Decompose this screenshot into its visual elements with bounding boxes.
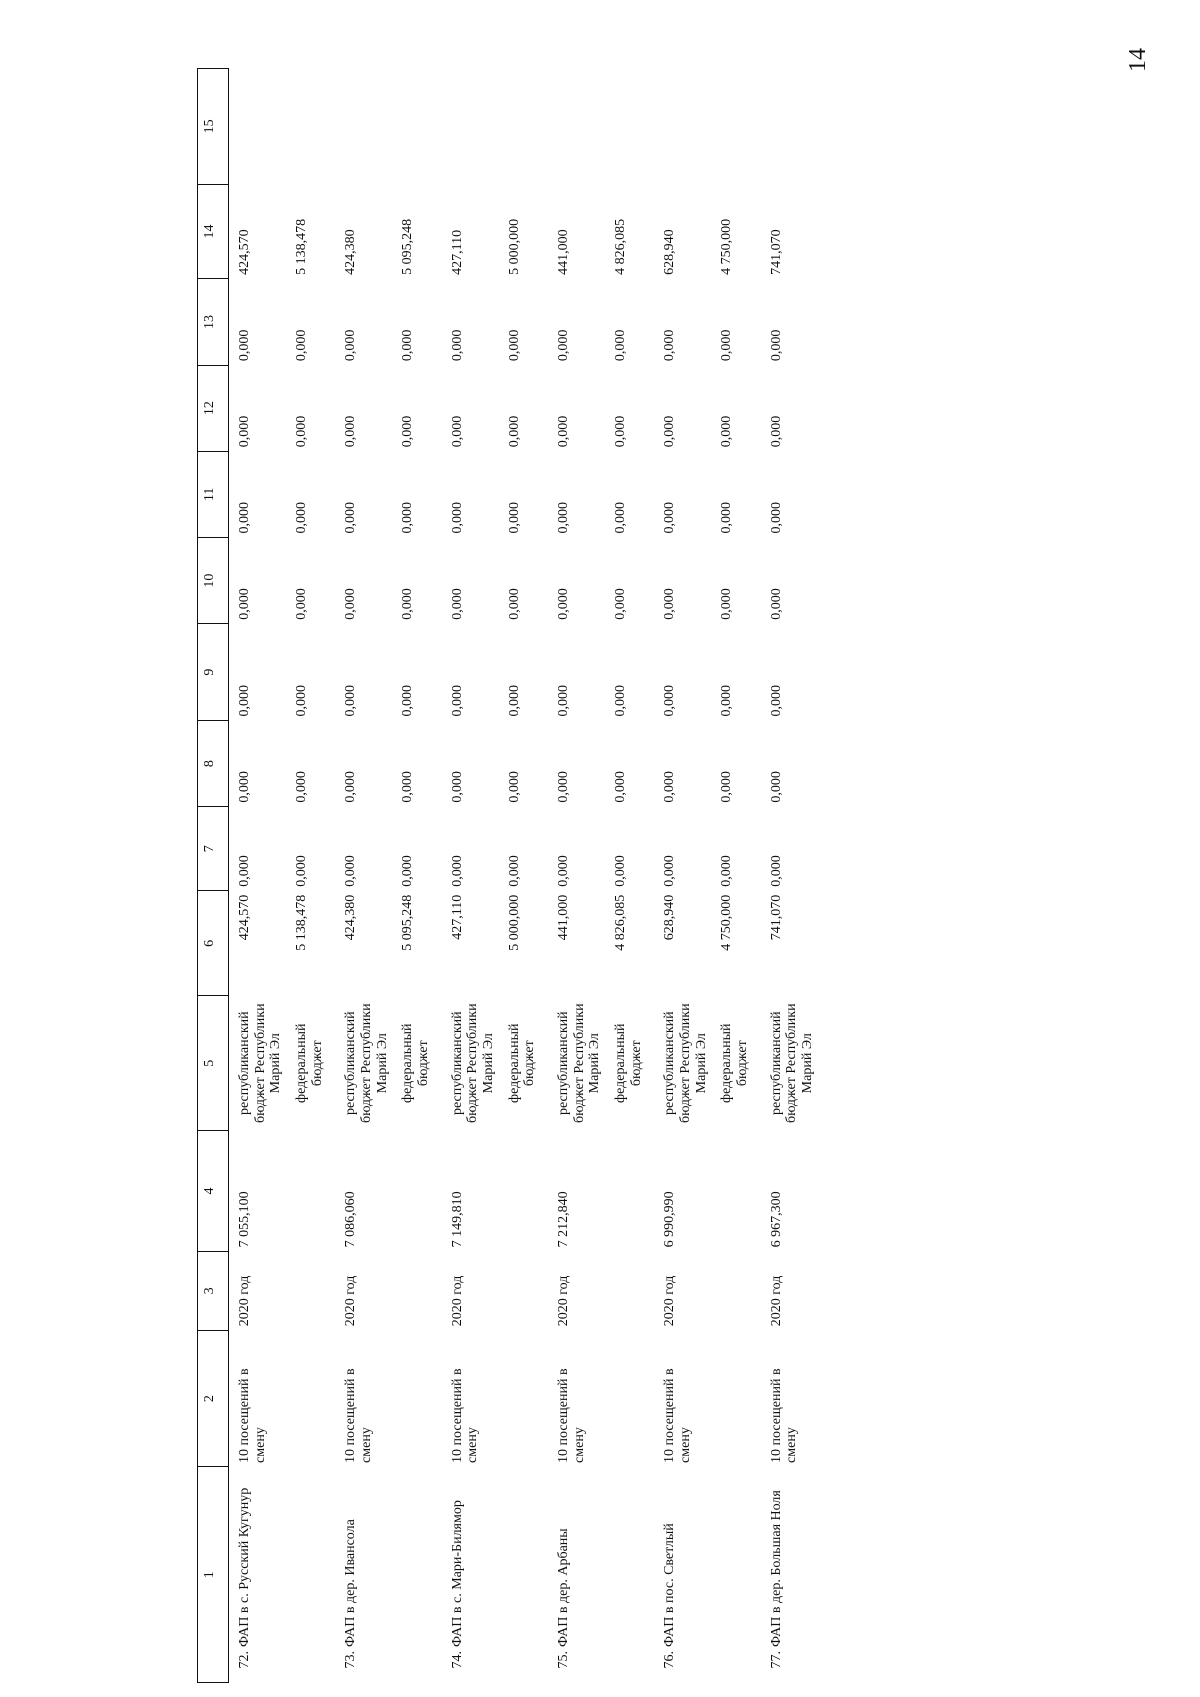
table-header (198, 69, 229, 1683)
capacity-cell: 10 посещений в смену (343, 1368, 375, 1463)
amount-cell-8: 0,000 (613, 855, 629, 887)
object-name-cell (609, 1467, 654, 1683)
amount-cell-14: 0,000 (294, 329, 310, 362)
amount-cell-10: 0,000 (400, 684, 416, 717)
object-name-cell (761, 1467, 822, 1683)
amount-cell-15: 5 000,000 (506, 218, 522, 275)
amount-cell-11: 0,000 (662, 588, 678, 620)
amount-cell-9: 0,000 (343, 771, 359, 803)
amount-cell-11: 0,000 (556, 588, 572, 620)
cost-cell: 7 086,060 (343, 1191, 359, 1248)
funding-source-cell: республиканский бюджет Республики Марий Эл (768, 1003, 816, 1123)
amount-cell-15: 5 095,248 (400, 218, 416, 275)
amount-cell-11: 0,000 (719, 588, 735, 620)
column-header-3: 3 (198, 1251, 229, 1330)
amount-cell-8: 0,000 (237, 855, 252, 887)
object-name: ФАП в с. Русский Кугунур (237, 1487, 252, 1647)
amount-cell-11: 0,000 (613, 588, 629, 620)
amount-cell-10: 0,000 (768, 684, 784, 717)
amount-cell-14: 0,000 (449, 329, 465, 362)
object-name-cell (229, 1467, 291, 1683)
amount-cell-10: 0,000 (613, 684, 629, 717)
amount-cell-7: 4 826,085 (613, 894, 629, 951)
amount-cell-15: 441,000 (556, 229, 572, 275)
amount-cell-13: 0,000 (662, 415, 678, 448)
amount-cell-13: 0,000 (556, 415, 572, 448)
amount-cell-9: 0,000 (237, 771, 252, 803)
amount-cell-13: 0,000 (449, 415, 465, 448)
amount-cell-8: 0,000 (662, 855, 678, 887)
column-header-7: 7 (198, 807, 229, 891)
object-name-cell (290, 1467, 335, 1683)
column-header-15: 15 (198, 69, 229, 185)
object-name-cell (715, 1467, 760, 1683)
amount-cell-8: 0,000 (719, 855, 735, 887)
amount-cell-11: 0,000 (768, 588, 784, 620)
amount-cell-7: 427,110 (449, 894, 465, 940)
table-row (503, 69, 548, 1683)
funding-source-cell: республиканский бюджет Республики Марий Эл (662, 1003, 709, 1123)
capacity-cell (503, 1330, 548, 1467)
table-row (654, 69, 715, 1683)
funding-source-cell: республиканский бюджет Республики Марий Эл (237, 1003, 284, 1123)
table-body (229, 69, 822, 1683)
capacity-cell (609, 1330, 654, 1467)
amount-cell-9: 0,000 (400, 771, 416, 803)
amount-cell-7: 5 095,248 (400, 894, 416, 951)
amount-cell-12: 0,000 (662, 502, 678, 534)
object-name-cell (335, 1467, 396, 1683)
amount-cell-12: 0,000 (400, 502, 416, 534)
cost-cell (503, 1131, 548, 1252)
amount-cell-10: 0,000 (556, 684, 572, 717)
object-name-cell (654, 1467, 715, 1683)
column-header-4: 4 (198, 1131, 229, 1252)
amount-cell-11: 0,000 (237, 588, 252, 620)
row-number: 74. (449, 1651, 465, 1669)
year-cell (609, 1251, 654, 1330)
amount-cell-12: 0,000 (237, 502, 252, 534)
amount-cell-9: 0,000 (719, 771, 735, 803)
amount-cell-7: 424,570 (237, 894, 252, 941)
object-name: ФАП в с. Мари-Билямор (449, 1500, 465, 1647)
amount-cell-7: 5 138,478 (294, 894, 310, 951)
amount-cell-12: 0,000 (768, 502, 784, 534)
cost-cell (290, 1131, 335, 1252)
amount-cell-7: 441,000 (556, 894, 572, 941)
year-cell: 2020 год (449, 1275, 465, 1327)
amount-cell-15: 424,570 (237, 229, 252, 275)
amount-cell-8: 0,000 (294, 855, 310, 887)
amount-cell-15: 4 750,000 (719, 218, 735, 275)
amount-cell-15: 5 138,478 (294, 218, 310, 275)
table-row (290, 69, 335, 1683)
amount-cell-8: 0,000 (768, 855, 784, 887)
row-number: 73. (343, 1651, 359, 1669)
funding-source-cell: республиканский бюджет Республики Марий Эл (343, 1003, 390, 1123)
amount-cell-10: 0,000 (662, 684, 678, 717)
table-row (442, 69, 503, 1683)
amount-cell-13: 0,000 (768, 415, 784, 448)
amount-cell-13: 0,000 (506, 415, 522, 448)
amount-cell-15: 741,070 (768, 229, 784, 275)
column-header-2: 2 (198, 1330, 229, 1467)
amount-cell-13: 0,000 (294, 415, 310, 448)
table-row (715, 69, 760, 1683)
funding-source-cell: федеральный бюджет (294, 1023, 325, 1103)
cost-cell: 7 055,100 (237, 1191, 252, 1248)
amount-cell-14: 0,000 (662, 329, 678, 362)
table-row (396, 69, 441, 1683)
cost-cell: 6 967,300 (768, 1191, 784, 1248)
funding-source-cell: республиканский бюджет Республики Марий Эл (449, 1003, 497, 1123)
year-cell: 2020 год (768, 1275, 784, 1327)
amount-cell-8: 0,000 (556, 855, 572, 887)
capacity-cell: 10 посещений в смену (556, 1368, 587, 1463)
year-cell (396, 1251, 441, 1330)
row-number: 72. (237, 1651, 252, 1669)
column-header-5: 5 (198, 996, 229, 1131)
row-number: 77. (768, 1651, 784, 1669)
amount-cell-9: 0,000 (294, 771, 310, 803)
amount-cell-14: 0,000 (556, 329, 572, 362)
year-cell (715, 1251, 760, 1330)
column-header-9: 9 (198, 624, 229, 721)
amount-cell-13: 0,000 (237, 415, 252, 448)
amount-cell-11: 0,000 (343, 588, 359, 620)
amount-cell-9: 0,000 (449, 771, 465, 803)
column-header-14: 14 (198, 184, 229, 279)
header-row (198, 69, 229, 1683)
funding-source-cell: федеральный бюджет (719, 1023, 751, 1103)
column-header-11: 11 (198, 451, 229, 537)
amount-cell-10: 0,000 (449, 684, 465, 717)
year-cell (290, 1251, 335, 1330)
cost-cell: 7 149,810 (449, 1191, 465, 1248)
capacity-cell: 10 посещений в смену (662, 1368, 694, 1463)
amount-cell-8: 0,000 (400, 855, 416, 887)
amount-cell-9: 0,000 (768, 771, 784, 803)
funding-source-cell: республиканский бюджет Республики Марий Эл (556, 1003, 603, 1123)
amount-cell-7: 424,380 (343, 894, 359, 941)
capacity-cell (715, 1330, 760, 1467)
amount-cell-12: 0,000 (449, 502, 465, 534)
amount-cell-9: 0,000 (556, 771, 572, 803)
amount-cell-7: 628,940 (662, 894, 678, 941)
page-number: 14 (1125, 48, 1151, 72)
amount-cell-9: 0,000 (506, 771, 522, 803)
object-name: ФАП в пос. Светлый (662, 1523, 678, 1647)
cost-cell (715, 1131, 760, 1252)
amount-cell-14: 0,000 (343, 329, 359, 362)
amount-cell-14: 0,000 (400, 329, 416, 362)
amount-cell-9: 0,000 (613, 771, 629, 803)
amount-cell-11: 0,000 (400, 588, 416, 620)
amount-cell-11: 0,000 (449, 588, 465, 620)
amount-cell-10: 0,000 (294, 684, 310, 717)
column-header-1: 1 (198, 1467, 229, 1683)
row-number: 75. (556, 1651, 572, 1669)
amount-cell-14: 0,000 (613, 329, 629, 362)
table-row (609, 69, 654, 1683)
amount-cell-7: 741,070 (768, 894, 784, 941)
year-cell: 2020 год (237, 1275, 252, 1327)
column-header-12: 12 (198, 365, 229, 451)
capacity-cell (396, 1330, 441, 1467)
object-name-cell (396, 1467, 441, 1683)
cost-cell: 7 212,840 (556, 1191, 572, 1248)
amount-cell-14: 0,000 (237, 329, 252, 362)
amount-cell-7: 4 750,000 (719, 894, 735, 951)
amount-cell-13: 0,000 (613, 415, 629, 448)
amount-cell-8: 0,000 (343, 855, 359, 887)
budget-table (197, 68, 822, 1683)
object-name-cell (503, 1467, 548, 1683)
cost-cell: 6 990,990 (662, 1191, 678, 1248)
amount-cell-13: 0,000 (343, 415, 359, 448)
amount-cell-12: 0,000 (613, 502, 629, 534)
object-name-cell (442, 1467, 503, 1683)
cost-cell (609, 1131, 654, 1252)
funding-source-cell: федеральный бюджет (613, 1023, 644, 1103)
year-cell (503, 1251, 548, 1330)
year-cell: 2020 год (343, 1275, 359, 1327)
column-header-8: 8 (198, 720, 229, 806)
amount-cell-15: 4 826,085 (613, 218, 629, 275)
table-row (335, 69, 396, 1683)
amount-cell-13: 0,000 (719, 415, 735, 448)
capacity-cell: 10 посещений в смену (449, 1368, 481, 1463)
object-name-cell (548, 1467, 609, 1683)
capacity-cell: 10 посещений в смену (237, 1368, 268, 1463)
amount-cell-11: 0,000 (506, 588, 522, 620)
column-header-13: 13 (198, 279, 229, 365)
object-name: ФАП в дер. Арбаны (556, 1528, 572, 1647)
table-container (197, 68, 822, 1683)
amount-cell-9: 0,000 (662, 771, 678, 803)
amount-cell-7: 5 000,000 (506, 894, 522, 951)
amount-cell-10: 0,000 (719, 684, 735, 717)
amount-cell-14: 0,000 (719, 329, 735, 362)
object-name: ФАП в дер. Ивансола (343, 1519, 359, 1647)
row-number: 76. (662, 1651, 678, 1669)
capacity-cell (290, 1330, 335, 1467)
amount-cell-8: 0,000 (506, 855, 522, 887)
capacity-cell: 10 посещений в смену (768, 1368, 800, 1463)
amount-cell-15: 427,110 (449, 229, 465, 275)
amount-cell-11: 0,000 (294, 588, 310, 620)
amount-cell-12: 0,000 (506, 502, 522, 534)
amount-cell-10: 0,000 (506, 684, 522, 717)
amount-cell-12: 0,000 (343, 502, 359, 534)
amount-cell-8: 0,000 (449, 855, 465, 887)
amount-cell-12: 0,000 (294, 502, 310, 534)
amount-cell-14: 0,000 (506, 329, 522, 362)
table-row (761, 69, 822, 1683)
amount-cell-10: 0,000 (237, 684, 252, 717)
amount-cell-10: 0,000 (343, 684, 359, 717)
column-header-6: 6 (198, 891, 229, 996)
cost-cell (396, 1131, 441, 1252)
table-row (229, 69, 291, 1683)
amount-cell-13: 0,000 (400, 415, 416, 448)
funding-source-cell: федеральный бюджет (506, 1023, 538, 1103)
amount-cell-15: 424,380 (343, 229, 359, 275)
amount-cell-15: 628,940 (662, 229, 678, 275)
amount-cell-12: 0,000 (719, 502, 735, 534)
funding-source-cell: федеральный бюджет (400, 1023, 432, 1103)
amount-cell-14: 0,000 (768, 329, 784, 362)
object-name: ФАП в дер. Большая Ноля (768, 1490, 784, 1647)
amount-cell-12: 0,000 (556, 502, 572, 534)
year-cell: 2020 год (556, 1275, 572, 1327)
year-cell: 2020 год (662, 1275, 678, 1327)
column-header-10: 10 (198, 538, 229, 624)
table-row (548, 69, 609, 1683)
